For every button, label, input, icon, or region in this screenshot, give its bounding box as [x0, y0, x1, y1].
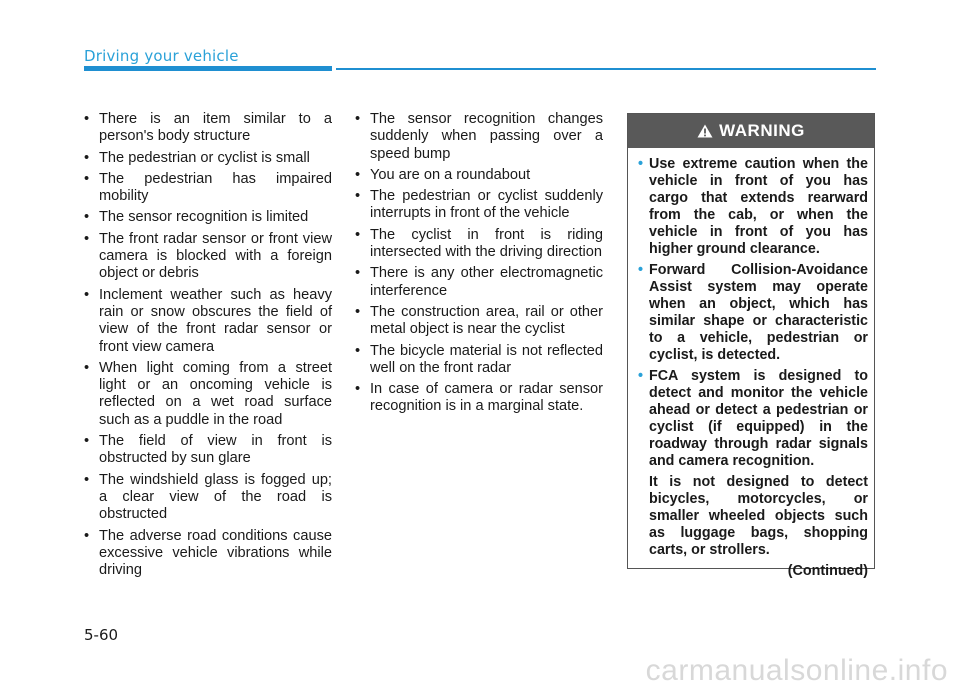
- list-item: • The adverse road conditions cause excessive vehicle vibrations while driving: [81, 528, 332, 580]
- left-column: [81, 111, 332, 583]
- list-item: • The cyclist in front is riding intersected with the driving direction: [352, 227, 603, 262]
- warning-item: • Use extreme caution when the vehicle in front of you has cargo that extends rearward from the cab, or when the vehicle in front of you has higher ground clearance.: [638, 156, 868, 258]
- warning-title: WARNING: [719, 121, 805, 140]
- header-rule-thin: [336, 68, 876, 70]
- section-title: Driving your vehicle: [84, 47, 239, 65]
- warning-body: [628, 148, 874, 580]
- list-item: • The pedestrian or cyclist is small: [81, 150, 332, 167]
- list-item: • The windshield glass is fogged up; a clear view of the road is obstructed: [81, 472, 332, 524]
- warning-box: [627, 113, 875, 579]
- list-item: • There is any other electromagnetic interference: [352, 265, 603, 300]
- warning-item: [638, 368, 868, 580]
- list-item: • You are on a roundabout: [352, 167, 603, 184]
- list-item: • In case of camera or radar sensor recognition is in a marginal state.: [352, 381, 603, 416]
- continued-label: (Continued): [787, 563, 868, 579]
- warning-header: [628, 114, 874, 148]
- header-rule-thick: [84, 66, 332, 71]
- list-item: • The pedestrian or cyclist suddenly interrupts in front of the vehicle: [352, 188, 603, 223]
- list-item: • The bicycle material is not reflected well on the front radar: [352, 343, 603, 378]
- warning-note: It is not designed to detect bicycles, motorcycles, or smaller wheeled objects such as luggage bags, shopping carts, or strollers.: [649, 474, 868, 558]
- list-item: • The front radar sensor or front view camera is blocked with a foreign object or debris: [81, 231, 332, 283]
- list-item: • When light coming from a street light or an oncoming vehicle is reflected on a wet road surface such as a puddle in the road: [81, 360, 332, 429]
- page-number: 5-60: [84, 626, 119, 644]
- list-item: • The sensor recognition is limited: [81, 209, 332, 226]
- list-item: • The pedestrian has impaired mobility: [81, 171, 332, 206]
- list-item: • Inclement weather such as heavy rain or snow obscures the field of view of the front radar sensor or front view camera: [81, 287, 332, 356]
- warning-item: • Forward Collision-Avoidance Assist system may operate when an object, which has similar shape or characteristic to a vehicle, pedestrian or cyclist, is detected.: [638, 262, 868, 364]
- middle-column: [352, 111, 603, 420]
- list-item: • The construction area, rail or other metal object is near the cyclist: [352, 304, 603, 339]
- list-item: • The sensor recognition changes suddenly when passing over a speed bump: [352, 111, 603, 163]
- warning-item-text: • FCA system is designed to detect and monitor the vehicle ahead or detect a pedestrian or cyclist (if equipped) in the roadway through radar signals and camera recognition.: [649, 368, 868, 469]
- middle-bullet-list: [352, 111, 603, 416]
- left-bullet-list: [81, 111, 332, 579]
- warning-list: [638, 156, 868, 580]
- watermark: carmanualsonline.info: [645, 654, 948, 687]
- list-item: • The field of view in front is obstructed by sun glare: [81, 433, 332, 468]
- list-item: • There is an item similar to a person's body structure: [81, 111, 332, 146]
- warning-triangle-icon: [697, 124, 713, 138]
